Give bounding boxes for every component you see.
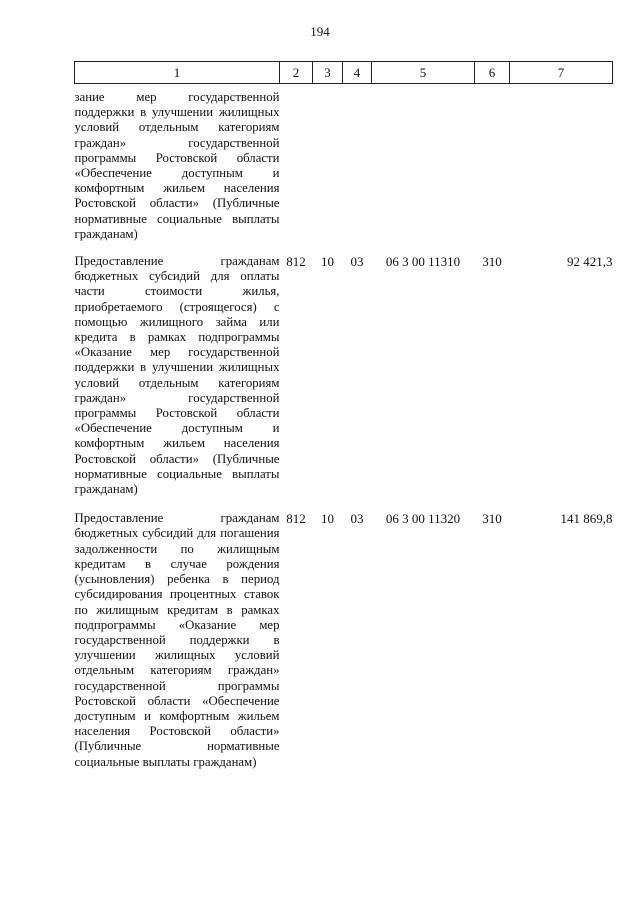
expense-type-code: 310 bbox=[482, 254, 502, 270]
ministry-code: 812 bbox=[286, 511, 306, 527]
budget-table-container bbox=[74, 61, 612, 770]
target-article-code: 06 3 00 11310 bbox=[385, 254, 461, 270]
target-article-code bbox=[372, 84, 475, 243]
amount-value bbox=[510, 84, 613, 243]
row-description: зание мер государственной поддержки в улучшении жилищных условий отдельным категориям граждан» государственной программы Ростовской области «Обеспечение доступным и комфортным жильем населения Ростовской области» (Публичные нормативные социальные выплаты гражданам) bbox=[74, 90, 280, 241]
amount-value: 92 421,3 bbox=[567, 254, 613, 270]
page-number: 194 bbox=[310, 24, 330, 39]
header-cell: 7 bbox=[510, 62, 613, 84]
section-code bbox=[313, 84, 343, 243]
budget-table bbox=[74, 61, 613, 770]
header-cell: 2 bbox=[280, 62, 313, 84]
row-description: Предоставление гражданам бюджетных субсидий для погашения задолженности по жилищным кредитам в случае рождения (усыновления) ребенка в период субсидирования процентных ставок по жилищным кредитам в рамках подпрограммы «Оказание мер государственной поддержки в улучшении жилищных условий отдельным категориям граждан» государственной программы Ростовской области «Обеспечение доступным и комфортным жильем населения Ростовской области» (Публичные нормативные социальные выплаты гражданам) bbox=[74, 511, 280, 769]
table-row bbox=[75, 242, 613, 497]
subsection-code: 03 bbox=[350, 511, 364, 527]
header-cell: 5 bbox=[372, 62, 475, 84]
header-cell: 6 bbox=[475, 62, 510, 84]
section-code: 10 bbox=[321, 511, 334, 527]
target-article-code: 06 3 00 11320 bbox=[385, 511, 461, 527]
table-header-row bbox=[75, 62, 613, 84]
table-row bbox=[75, 497, 613, 769]
table-row bbox=[75, 84, 613, 243]
subsection-code bbox=[343, 84, 372, 243]
section-code: 10 bbox=[321, 254, 334, 270]
ministry-code: 812 bbox=[286, 254, 306, 270]
expense-type-code bbox=[475, 84, 510, 243]
header-cell: 4 bbox=[343, 62, 372, 84]
header-cell: 3 bbox=[313, 62, 343, 84]
header-cell: 1 bbox=[75, 62, 280, 84]
subsection-code: 03 bbox=[350, 254, 364, 270]
expense-type-code: 310 bbox=[482, 511, 502, 527]
ministry-code bbox=[280, 84, 313, 243]
row-description: Предоставление гражданам бюджетных субсидий для оплаты части стоимости жилья, приобретаемого (строящегося) с помощью жилищного займа или кредита в рамках подпрограммы «Оказание мер государственной поддержки в улучшении жилищных условий отдельным категориям граждан» государственной программы Ростовской области «Обеспечение доступным и комфортным жильем населения Ростовской области» (Публичные нормативные социальные выплаты гражданам) bbox=[74, 254, 280, 497]
amount-value: 141 869,8 bbox=[560, 511, 613, 527]
